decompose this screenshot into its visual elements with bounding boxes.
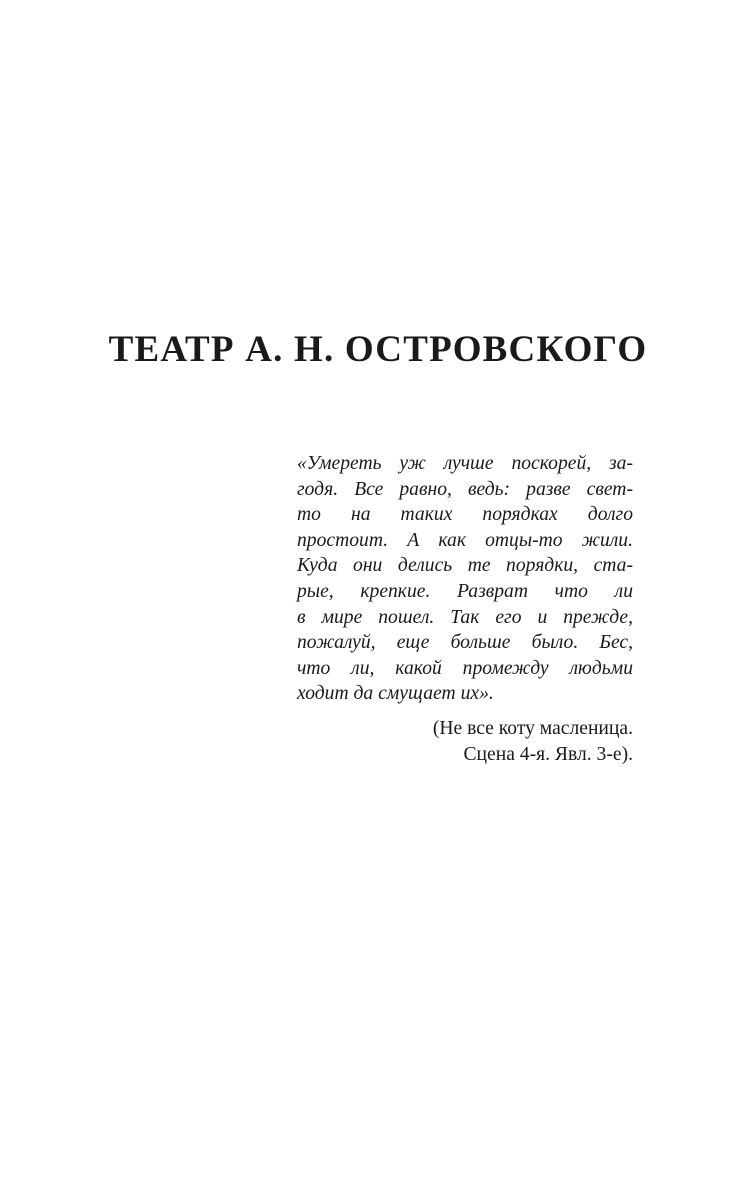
quote-line: годя. Все равно, ведь: разве свет- <box>297 478 633 500</box>
epigraph <box>297 451 633 768</box>
source-line: (Не все коту масленица. <box>432 717 633 739</box>
quote-line: простоит. А как отцы-то жили. <box>297 529 633 551</box>
quote-line: в мире пошел. Так его и прежде, <box>297 606 633 628</box>
epigraph-quote <box>297 451 633 707</box>
quote-line: Куда они делись те порядки, ста- <box>297 555 633 577</box>
quote-line: рые, крепкие. Разврат что ли <box>297 580 633 602</box>
page-title: ТЕАТР А. Н. ОСТРОВСКОГО <box>108 329 648 370</box>
quote-line: «Умереть уж лучше поскорей, за- <box>297 453 633 474</box>
source-line: Сцена 4-я. Явл. 3-е). <box>463 743 633 765</box>
epigraph-source <box>297 716 633 768</box>
quote-line: то на таких порядках долго <box>297 504 633 526</box>
quote-line: пожалуй, еще больше было. Бес, <box>297 632 633 654</box>
quote-line: ходит да смущает их». <box>297 683 494 705</box>
quote-line: что ли, какой промежду людьми <box>297 657 633 679</box>
